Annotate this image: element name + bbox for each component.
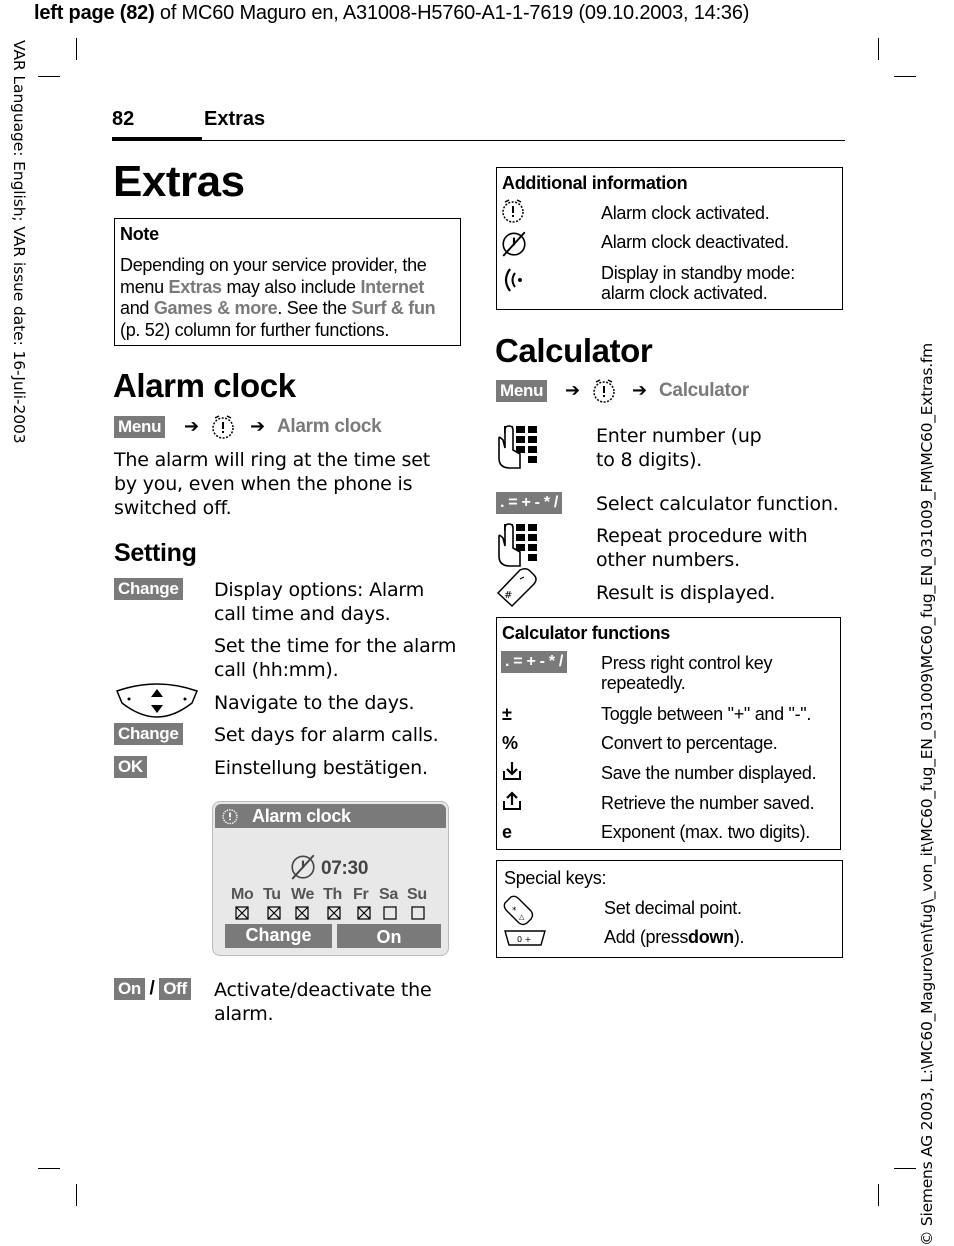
- ok-softkey: OK: [114, 756, 147, 778]
- change-softkey: Change: [114, 723, 183, 745]
- navigation-key-icon: [114, 683, 200, 719]
- calculator-path-label: Calculator: [659, 380, 749, 401]
- softkey-change[interactable]: Change: [225, 924, 332, 948]
- calculator-row-text: Result is displayed.: [596, 582, 776, 604]
- day-checkbox[interactable]: [267, 906, 281, 920]
- plus-minus-symbol: ±: [502, 704, 512, 724]
- day-label: Fr: [353, 886, 369, 903]
- crop-mark: [894, 76, 916, 77]
- alarm-time: 07:30: [321, 858, 369, 879]
- print-header: [34, 2, 749, 25]
- note-text: Depending on your service provider, the menu Extras may also include Internet and Games & more. See the Surf & fun (p. 52) column for further functions.: [120, 255, 436, 340]
- arrow-icon: ➔: [632, 380, 648, 400]
- alarm-clock-icon: [591, 378, 617, 404]
- keypad-icon: [496, 424, 538, 470]
- running-title: Extras: [204, 108, 266, 130]
- screen-title-bar: [215, 804, 446, 828]
- alarm-intro: The alarm will ring at the time set by you, even when the phone is switched off.: [114, 449, 430, 519]
- alarm-path-label: Alarm clock: [277, 416, 382, 437]
- keypad-icon: [496, 522, 538, 568]
- setting-row-text: Einstellung bestätigen.: [214, 757, 428, 779]
- alarm-menu-path: [114, 414, 414, 440]
- save-icon: [502, 761, 522, 781]
- calculator-row-text: Repeat procedure with other numbers.: [596, 525, 808, 571]
- arrow-icon: ➔: [184, 416, 200, 436]
- separator: /: [149, 978, 155, 999]
- special-keys-heading: Special keys:: [504, 868, 607, 888]
- svg-text:0 +: 0 +: [517, 935, 532, 944]
- function-row-text: Save the number displayed.: [601, 763, 817, 783]
- change-softkey: Change: [114, 578, 183, 600]
- onoff-text: Activate/deactivate the alarm.: [214, 979, 432, 1025]
- screen-title: Alarm clock: [252, 806, 351, 826]
- exponent-symbol: e: [502, 822, 512, 842]
- page-title: Extras: [113, 157, 245, 206]
- function-row-text: Exponent (max. two digits).: [601, 822, 810, 842]
- function-row-text: Press right control key repeatedly.: [601, 653, 773, 693]
- print-header-page: left page (82): [34, 2, 155, 24]
- phone-screen: [212, 801, 449, 956]
- function-key: . = + - * /: [496, 492, 562, 514]
- hash-key-icon: [496, 567, 538, 609]
- alarm-clock-off-icon: [289, 852, 317, 880]
- alarm-clock-off-icon: [500, 229, 528, 257]
- additional-row-text: Alarm clock deactivated.: [601, 232, 789, 252]
- crop-mark: [878, 38, 879, 60]
- print-header-info: of MC60 Maguro en, A31008-H5760-A1-1-7619 (09.10.2003, 14:36): [154, 2, 750, 24]
- special-row-text: Add (pressdown).: [604, 927, 745, 947]
- svg-text:△: △: [519, 913, 525, 921]
- day-checkbox[interactable]: [383, 906, 397, 920]
- svg-text:#: #: [504, 590, 513, 601]
- zero-key-icon: [503, 929, 547, 947]
- crop-mark: [38, 76, 60, 77]
- calculator-row-text: Select calculator function.: [596, 493, 839, 515]
- calculator-menu-path: [496, 378, 796, 404]
- setting-row-text: Display options: Alarm call time and days.: [214, 579, 424, 625]
- alarm-ring-icon: [500, 265, 526, 295]
- day-checkbox[interactable]: [327, 906, 341, 920]
- day-checkboxes: [231, 906, 431, 922]
- right-margin-text: © Siemens AG 2003, L:\MC60_Maguro\en\fug\_von_it\MC60_fug_EN_031009\MC60_fug_EN_031009_FM\MC60_Extras.fm: [918, 343, 936, 1246]
- arrow-icon: ➔: [250, 416, 266, 436]
- day-label: We: [291, 886, 315, 903]
- page-number: 82: [112, 108, 135, 130]
- alarm-clock-icon: [210, 414, 236, 440]
- off-softkey: Off: [159, 978, 191, 1000]
- additional-info-heading: Additional information: [502, 173, 688, 193]
- day-label: Tu: [263, 886, 281, 903]
- retrieve-icon: [502, 791, 522, 811]
- calculator-heading: Calculator: [495, 332, 653, 369]
- day-checkbox[interactable]: [235, 906, 249, 920]
- crop-mark: [76, 1184, 77, 1206]
- menu-softkey: Menu: [114, 416, 165, 438]
- function-key: . = + - * /: [501, 651, 567, 673]
- menu-softkey: Menu: [496, 380, 547, 402]
- on-softkey: On: [114, 978, 145, 1000]
- setting-row-text: Set days for alarm calls.: [214, 724, 439, 746]
- function-row-text: Toggle between "+" and "-".: [601, 704, 812, 724]
- day-labels: [231, 886, 431, 906]
- additional-row-text: Display in standby mode: alarm clock activated.: [601, 263, 795, 303]
- percent-symbol: %: [502, 733, 518, 753]
- svg-text:*: *: [512, 906, 517, 916]
- onoff-keys: [114, 978, 191, 1000]
- additional-row-text: Alarm clock activated.: [601, 203, 770, 223]
- day-checkbox[interactable]: [357, 906, 371, 920]
- day-checkbox[interactable]: [411, 906, 425, 920]
- function-row-text: Retrieve the number saved.: [601, 793, 815, 813]
- crop-mark: [38, 1168, 60, 1169]
- left-margin-text: VAR Language: English; VAR issue date: 16-Juli-2003: [10, 40, 28, 444]
- day-label: Mo: [231, 886, 254, 903]
- function-row-text: Convert to percentage.: [601, 733, 778, 753]
- setting-heading: Setting: [114, 539, 197, 567]
- day-checkbox[interactable]: [295, 906, 309, 920]
- crop-mark: [878, 1184, 879, 1206]
- alarm-clock-icon: [500, 198, 526, 224]
- crop-mark: [894, 1168, 916, 1169]
- special-row-text: Set decimal point.: [604, 898, 742, 918]
- header-rule: [112, 140, 845, 141]
- star-key-icon: [503, 895, 535, 927]
- softkey-on[interactable]: On: [337, 924, 441, 948]
- setting-row-text: Navigate to the days.: [214, 692, 415, 714]
- day-label: Su: [407, 886, 427, 903]
- arrow-icon: ➔: [565, 380, 581, 400]
- day-label: Th: [323, 886, 342, 903]
- setting-row-text: Set the time for the alarm call (hh:mm).: [214, 635, 457, 681]
- crop-mark: [76, 38, 77, 60]
- alarm-clock-icon: [221, 807, 239, 825]
- note-heading: Note: [120, 224, 159, 244]
- day-label: Sa: [379, 886, 398, 903]
- calculator-row-text: Enter number (up to 8 digits).: [596, 425, 762, 471]
- alarm-clock-heading: Alarm clock: [113, 367, 296, 404]
- calculator-functions-heading: Calculator functions: [502, 623, 671, 643]
